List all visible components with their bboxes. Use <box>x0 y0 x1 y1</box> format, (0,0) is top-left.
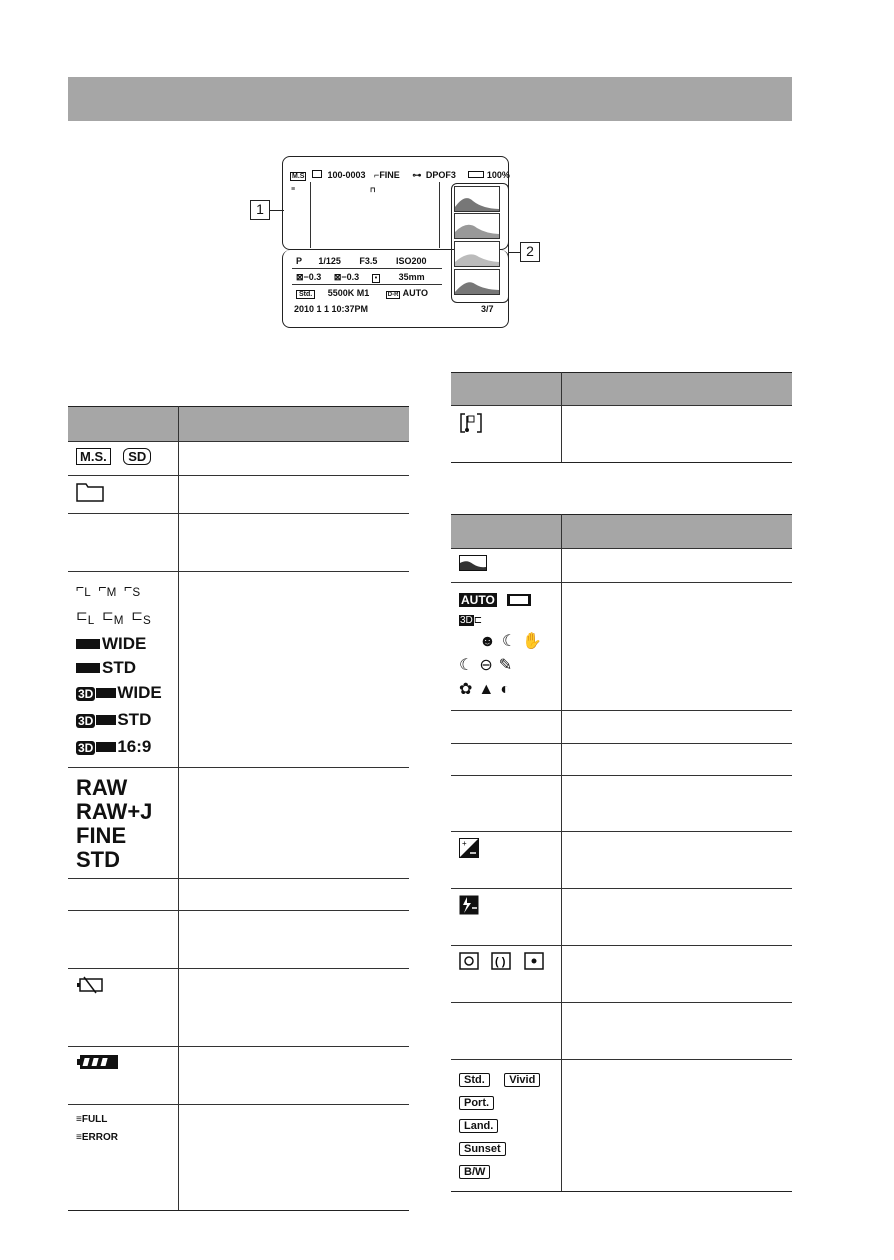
auto-mode-icon: AUTO <box>461 593 495 607</box>
3d-std-label: 3D STD <box>78 709 152 729</box>
table-row <box>451 889 792 946</box>
database-error-icon: ≡ERROR <box>76 1131 118 1143</box>
3d-wide-label: 3D WIDE <box>78 682 162 702</box>
3d-panorama-icon: 3D⊏ <box>460 615 483 626</box>
image-frame-icon <box>459 412 483 439</box>
lcd-status-line: M.S 100-0003 ⌐FINE ⊶ DPOF3 100% <box>292 170 510 180</box>
exposure-comp-icon <box>459 838 479 863</box>
folder-icon <box>76 482 104 507</box>
image-size-icons: $⌐_L$ $⌐_M$ $⌐_S$ $⊏_L$ $⊏_M$ $⊏_S$ <box>76 579 151 627</box>
right-protect-table <box>451 372 792 463</box>
left-indicator-table <box>68 406 409 1211</box>
lcd-exposure-line: P 1/125 F3.5 ISO200 <box>296 256 427 266</box>
table-row <box>68 442 409 476</box>
style-sunset-icon: Sunset <box>459 1142 506 1156</box>
callout-1: 1 <box>250 200 270 220</box>
callout-2: 2 <box>520 242 540 262</box>
table-row <box>68 910 409 968</box>
lcd-full-icon: ≡ <box>291 186 296 193</box>
style-landscape-icon: Land. <box>459 1119 498 1133</box>
table-row <box>451 1003 792 1060</box>
table-row <box>68 572 409 768</box>
style-bw-icon: B/W <box>459 1165 490 1179</box>
table-row <box>68 514 409 572</box>
panorama-wide-label: WIDE <box>76 632 170 656</box>
3d-169-label: 3D 16:9 <box>78 736 152 756</box>
battery-full-icon <box>76 1053 120 1076</box>
svg-text:+: + <box>462 839 467 848</box>
metering-multi-icon <box>459 952 479 975</box>
callout-2-leader <box>509 252 520 253</box>
histogram-red <box>454 213 500 239</box>
quality-raw: RAW <box>76 774 128 800</box>
table-row <box>451 744 792 776</box>
table-row <box>451 776 792 832</box>
quality-fine: FINE <box>76 822 127 848</box>
memory-stick-icon: M.S. <box>76 448 111 465</box>
panorama-std-label: STD <box>76 656 170 680</box>
table-row <box>451 406 792 463</box>
lcd-datetime: 2010 1 1 10:37PM <box>294 304 369 314</box>
metering-spot-icon <box>524 952 544 975</box>
table-row <box>451 832 792 889</box>
section-banner <box>68 77 792 121</box>
lcd-wb-line: Std. 5500K M1 D-R AUTO <box>296 288 428 298</box>
table-row <box>451 549 792 583</box>
flash-comp-icon <box>459 895 479 920</box>
histogram-green <box>454 241 500 267</box>
style-portrait-icon: Port. <box>459 1096 494 1110</box>
metering-center-icon <box>491 952 511 975</box>
lcd-comp-line: ⊠−0.3 ⊠−0.3 • 35mm <box>296 272 425 282</box>
quality-raw-jpeg: RAW+J <box>76 798 153 824</box>
table-row <box>451 583 792 711</box>
database-full-icon: ≡FULL <box>76 1113 108 1125</box>
callout-1-leader <box>270 210 284 211</box>
scene-icons: ☻☾✋ ☾⊖✎ ✿▲◐ <box>459 633 549 698</box>
table-row <box>68 1046 409 1104</box>
lcd-protect-icon: ⊓ <box>370 187 376 194</box>
quality-std: STD <box>76 846 120 872</box>
right-shooting-table <box>451 514 792 1192</box>
table-row <box>451 946 792 1003</box>
histogram-blue <box>454 269 500 295</box>
style-standard-icon: Std. <box>459 1073 490 1087</box>
lcd-divider <box>292 284 442 285</box>
table-row <box>451 1060 792 1192</box>
table-row <box>68 767 409 878</box>
battery-empty-icon <box>76 975 104 1000</box>
histogram-icon <box>459 555 487 576</box>
lcd-divider <box>292 268 442 269</box>
panorama-mode-icon <box>507 594 531 606</box>
table-row <box>68 1104 409 1210</box>
svg-text:( ): ( ) <box>495 956 506 968</box>
table-row <box>451 711 792 744</box>
histogram-luminance <box>454 186 500 212</box>
lcd-counter: 3/7 <box>481 304 494 314</box>
table-row <box>68 878 409 910</box>
table-row <box>68 476 409 514</box>
sd-card-icon: SD <box>123 448 151 465</box>
table-row <box>68 968 409 1046</box>
style-vivid-icon: Vivid <box>504 1073 540 1087</box>
